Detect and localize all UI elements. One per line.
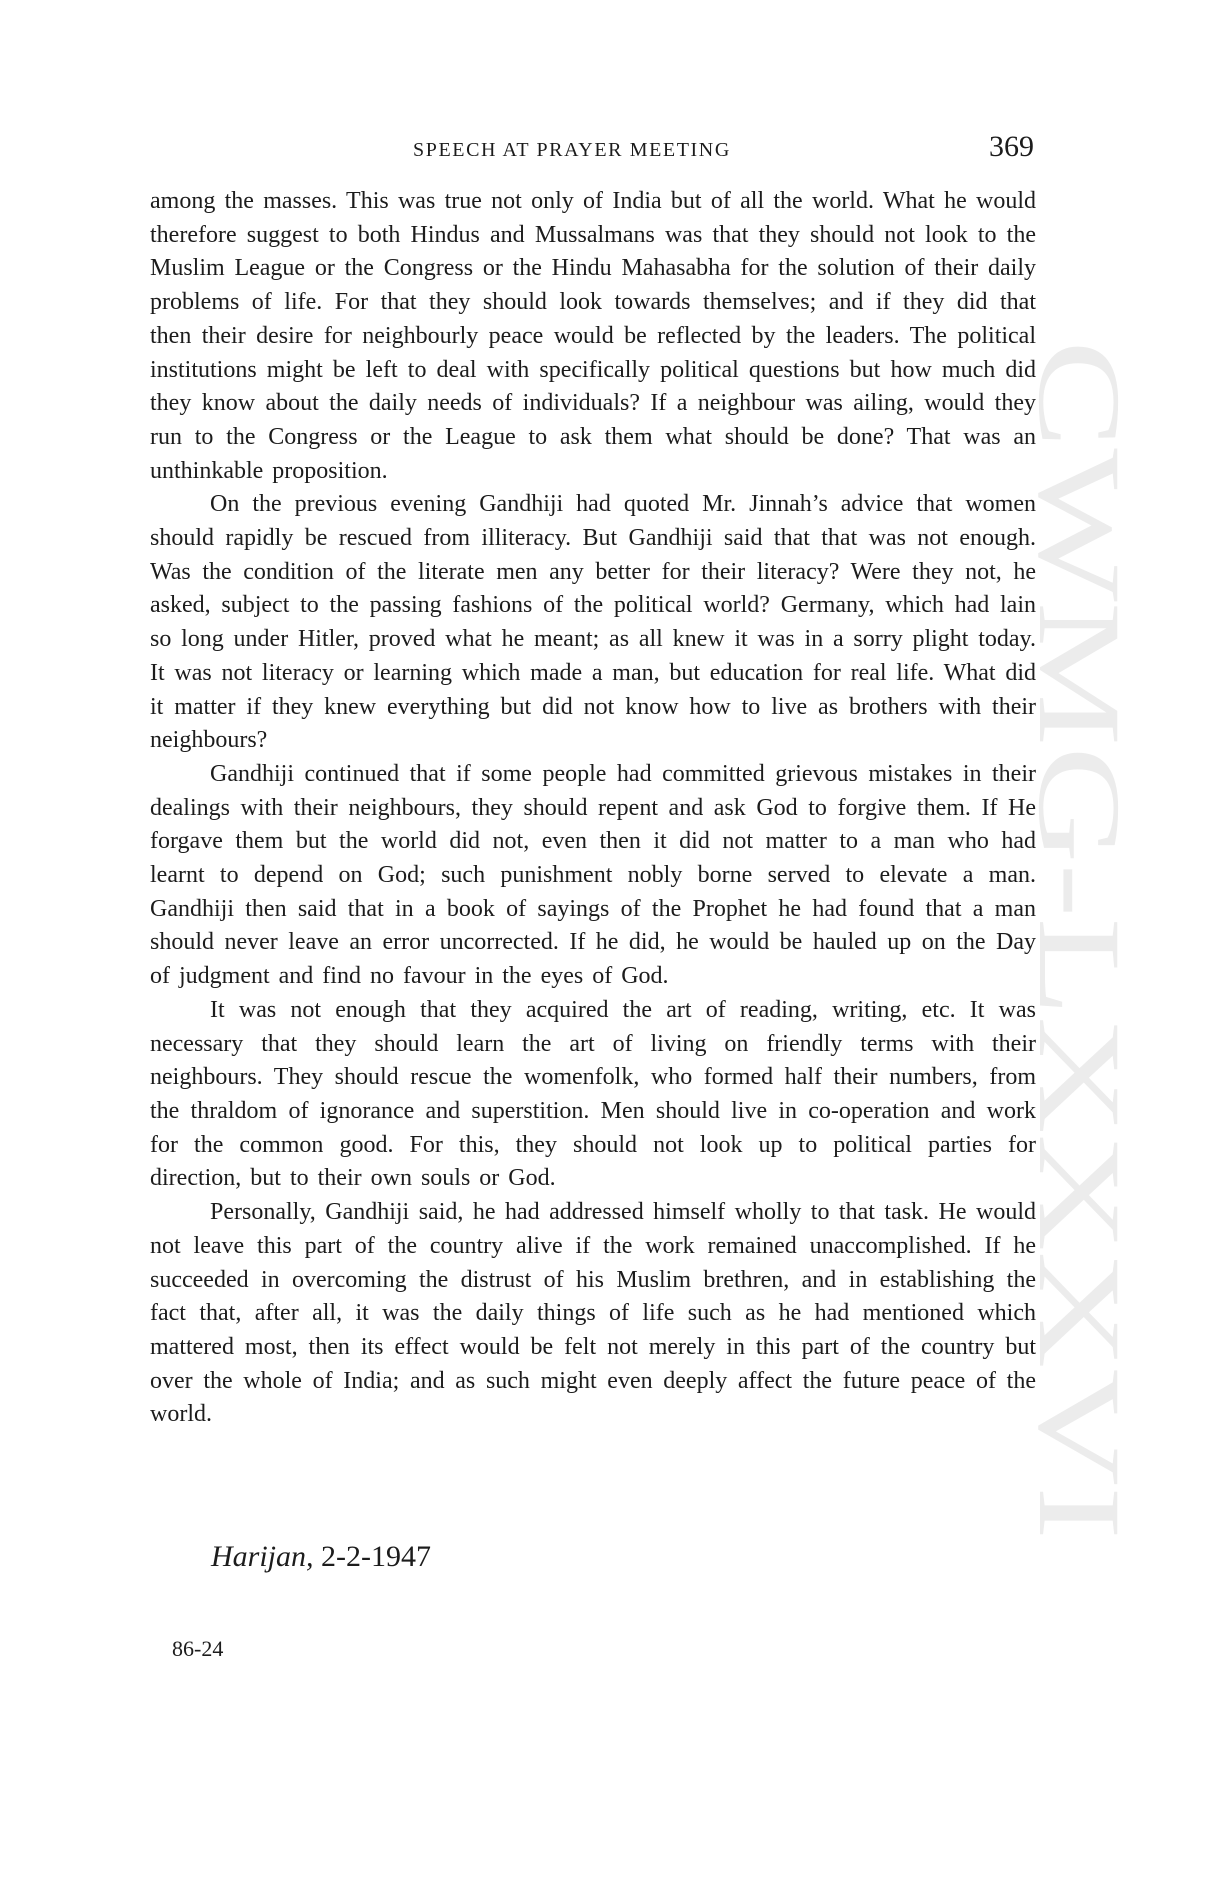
paragraph: It was not enough that they acquired the art of reading, writing, etc. It was necessary that they should learn the art of living on friendly terms with their neighbours. They should rescue the womenfolk, who formed half their numbers, from the thraldom of ignorance and superstition. Men should live in co-operation and work for the common good. For this, they should not look up to political parties for direction, but to their own souls or God. — [150, 996, 1036, 1192]
body-text — [150, 185, 1036, 1432]
running-title: SPEECH AT PRAYER MEETING — [413, 139, 731, 161]
source-citation — [211, 1540, 431, 1574]
watermark-text: CWMG-LXXXVI — [1014, 340, 1145, 1212]
running-head — [150, 132, 1036, 172]
paragraph: Gandhiji continued that if some people had committed grievous mistakes in their dealings with their neighbours, they should repent and ask God to forgive them. If He forgave them but the world did not, even then it did not matter to a man who had learnt to depend on God; such punishment nobly borne served to elevate a man. Gandhiji then said that in a book of sayings of the Prophet he had found that a man should never leave an error uncorrected. If he did, he would be hauled up on the Day of judgment and find no favour in the eyes of God. — [150, 760, 1036, 990]
paragraph: among the masses. This was true not only of India but of all the world. What he would therefore suggest to both Hindus and Mussalmans was that they should not look to the Muslim League or the Congress or the Hindu Mahasabha for the solution of their daily problems of life. For that they should look towards themselves; and if they did that then their desire for neighbourly peace would be reflected by the leaders. The political institutions might be left to deal with specifically political questions but how much did they know about the daily needs of individuals? If a neighbour was ailing, would they run to the Congress or the League to ask them what should be done? That was an unthinkable proposition. — [150, 188, 1036, 484]
paragraph: Personally, Gandhiji said, he had addressed himself wholly to that task. He would not leave this part of the country alive if the work remained unaccomplished. If he succeeded in overcoming the distrust of his Muslim brethren, and in establishing the fact that, after all, it was the daily things of life such as he had mentioned which mattered most, then its effect would be felt not merely in this part of the country but over the whole of India; and as such might even deeply affect the future peace of the world. — [150, 1199, 1036, 1428]
citation-source: Harijan, — [211, 1540, 314, 1573]
paragraph: On the previous evening Gandhiji had quoted Mr. Jinnah’s advice that women should rapidly be rescued from illiteracy. But Gandhiji said that that was not enough. Was the condition of the literate men any better for their literacy? Were they not, he asked, subject to the passing fashions of the political world? Germany, which had lain so long under Hitler, proved what he meant; as all knew it was in a sorry plight today. It was not literacy or learning which made a man, but education for real life. What did it matter if they knew everything but did not know how to live as brothers with their neighbours? — [150, 491, 1036, 754]
printer-signature: 86-24 — [172, 1636, 224, 1661]
citation-date: 2-2-1947 — [321, 1540, 431, 1573]
page-number: 369 — [989, 130, 1034, 163]
